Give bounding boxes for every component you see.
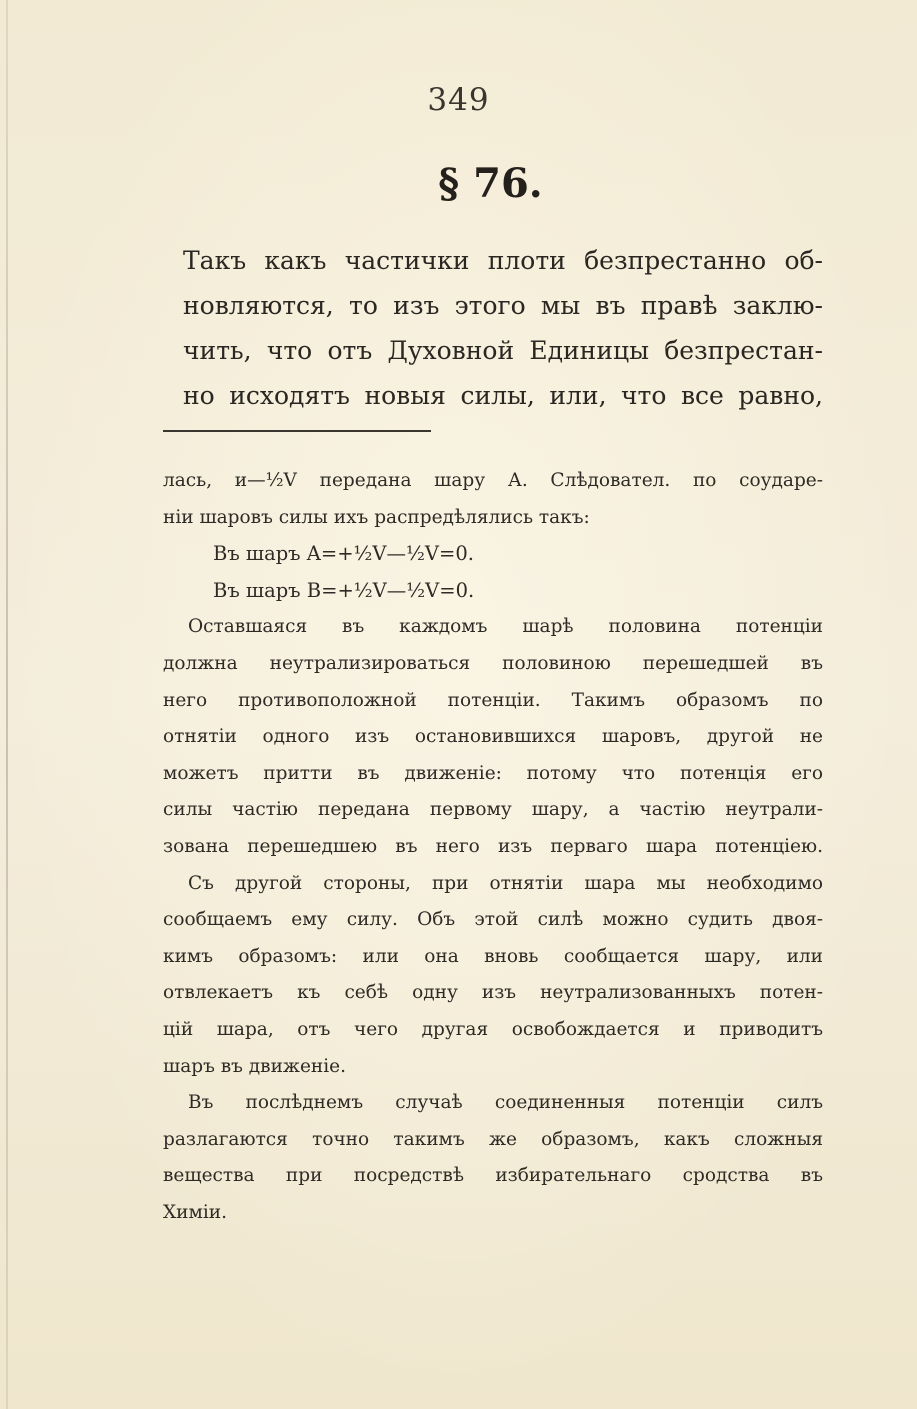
footnote-line: ніи шаровъ силы ихъ распредѣлялись такъ: [163, 506, 590, 528]
main-line: новляются, то изъ этого мы въ правѣ заклю- [183, 291, 823, 320]
footnote-line: отнятіи одного изъ остановившихся шаровъ, другой не [163, 726, 823, 748]
footnote-line: Оставшаяся въ каждомъ шарѣ половина потенціи [188, 616, 823, 638]
footnote-line: можетъ притти въ движеніе: потому что потенція его [163, 762, 823, 784]
equation-b: Въ шаръ B=+½V—½V=0. [213, 578, 475, 602]
page-edge-shadow [6, 0, 8, 1409]
section-heading: § 76. [438, 160, 543, 207]
footnote-line: шаръ въ движеніе. [163, 1055, 346, 1077]
footnote-line: сообщаемъ ему силу. Объ этой силѣ можно судить двоя- [163, 909, 823, 931]
footnote-divider [163, 430, 431, 432]
footnote-line: цій шара, отъ чего другая освобождается и приводитъ [163, 1018, 823, 1040]
page-number: 349 [427, 82, 490, 118]
footnote-line: силы частію передана первому шару, а частію неутрали- [163, 799, 823, 821]
footnote-line: разлагаются точно такимъ же образомъ, какъ сложныя [163, 1128, 823, 1150]
main-line: чить, что отъ Духовной Единицы безпрестан- [183, 336, 823, 365]
footnote-line: Въ послѣднемъ случаѣ соединенныя потенціи силъ [188, 1092, 823, 1114]
main-line: но исходятъ новыя силы, или, что все равно, [183, 381, 823, 410]
main-paragraph [183, 238, 823, 418]
equation-a: Въ шаръ A=+½V—½V=0. [213, 542, 474, 566]
main-line: Такъ какъ частички плоти безпрестанно об- [183, 246, 823, 275]
footnote-line: должна неутрализироваться половиною перешедшей въ [163, 652, 823, 674]
footnote-line: кимъ образомъ: или она вновь сообщается шару, или [163, 945, 823, 967]
footnote-line: вещества при посредствѣ избирательнаго сродства въ [163, 1165, 823, 1187]
footnote-line: лась, и—½V передана шару А. Слѣдовател. по соударе- [163, 470, 823, 491]
footnote [163, 463, 823, 1231]
footnote-line: него противоположной потенціи. Такимъ образомъ по [163, 689, 823, 711]
footnote-line: отвлекаетъ къ себѣ одну изъ неутрализованныхъ потен- [163, 982, 823, 1004]
footnote-line: Химіи. [163, 1201, 228, 1223]
footnote-line: Съ другой стороны, при отнятіи шара мы необходимо [188, 872, 823, 894]
footnote-line: зована перешедшею въ него изъ перваго шара потенціею. [163, 835, 823, 857]
